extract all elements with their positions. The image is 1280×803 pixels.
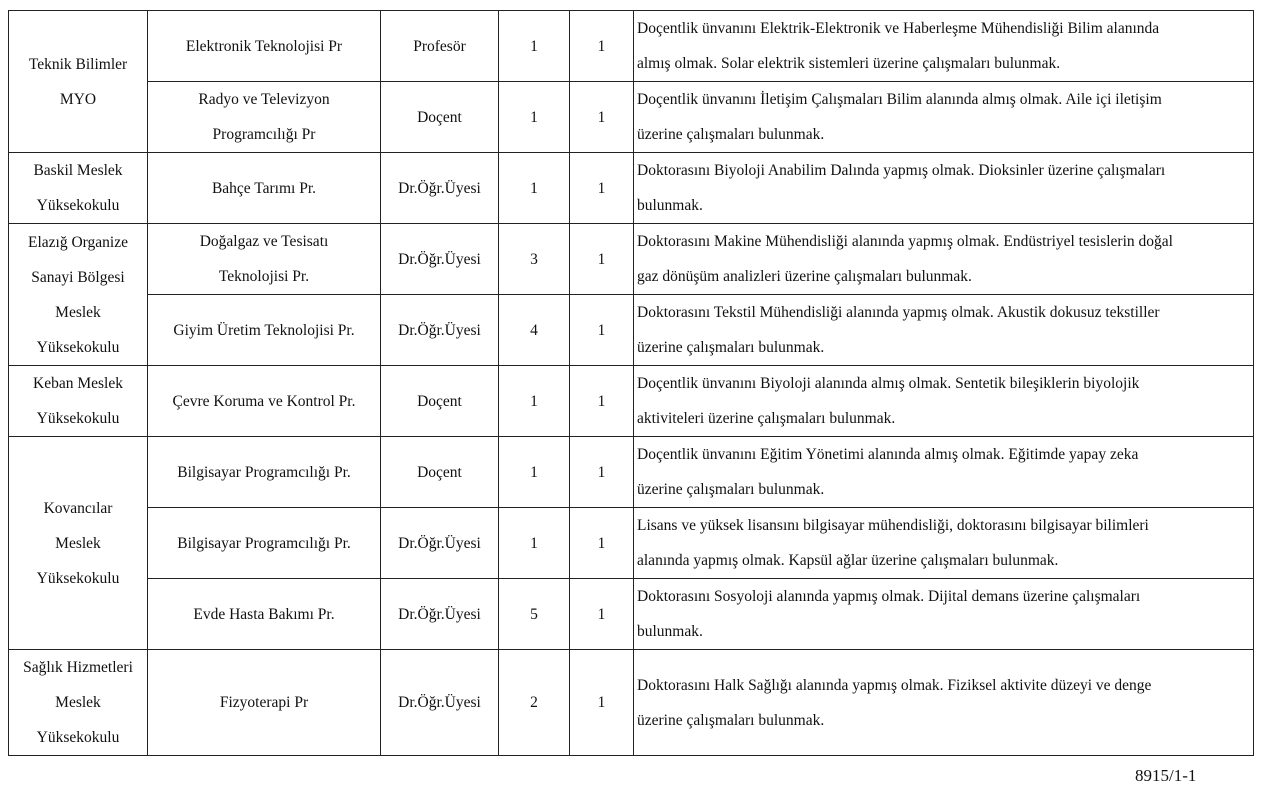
- title-cell: Doçent: [381, 366, 499, 437]
- unit-cell: Keban Meslek Yüksekokulu: [9, 366, 148, 437]
- program-cell: Giyim Üretim Teknolojisi Pr.: [148, 295, 381, 366]
- title-cell: Dr.Öğr.Üyesi: [381, 153, 499, 224]
- count-cell: 1: [499, 366, 570, 437]
- description-cell: Lisans ve yüksek lisansını bilgisayar mühendisliği, doktorasını bilgisayar bilimleri alanında yapmış olmak. Kapsül ağlar üzerine çalışmaları bulunmak.: [634, 508, 1254, 579]
- program-cell: Doğalgaz ve Tesisatı Teknolojisi Pr.: [148, 224, 381, 295]
- program-cell: Fizyoterapi Pr: [148, 650, 381, 756]
- table-row: [9, 437, 1254, 508]
- description-cell: Doçentlik ünvanını Eğitim Yönetimi alanında almış olmak. Eğitimde yapay zeka üzerine çalışmaları bulunmak.: [634, 437, 1254, 508]
- description-cell: Doçentlik ünvanını Biyoloji alanında almış olmak. Sentetik bileşiklerin biyolojik aktiviteleri üzerine çalışmaları bulunmak.: [634, 366, 1254, 437]
- program-cell: Çevre Koruma ve Kontrol Pr.: [148, 366, 381, 437]
- quota-cell: 1: [570, 579, 634, 650]
- table-row: [9, 11, 1254, 82]
- count-cell: 2: [499, 650, 570, 756]
- table-row: [9, 508, 1254, 579]
- description-cell: Doktorasını Sosyoloji alanında yapmış olmak. Dijital demans üzerine çalışmaları bulunmak.: [634, 579, 1254, 650]
- table-row: [9, 295, 1254, 366]
- quota-cell: 1: [570, 650, 634, 756]
- unit-cell: Baskil Meslek Yüksekokulu: [9, 153, 148, 224]
- quota-cell: 1: [570, 11, 634, 82]
- description-cell: Doktorasını Makine Mühendisliği alanında yapmış olmak. Endüstriyel tesislerin doğal gaz dönüşüm analizleri üzerine çalışmaları bulunmak.: [634, 224, 1254, 295]
- title-cell: Doçent: [381, 82, 499, 153]
- title-cell: Dr.Öğr.Üyesi: [381, 224, 499, 295]
- description-cell: Doktorasını Tekstil Mühendisliği alanında yapmış olmak. Akustik dokusuz tekstiller üzerine çalışmaları bulunmak.: [634, 295, 1254, 366]
- unit-cell: Sağlık Hizmetleri Meslek Yüksekokulu: [9, 650, 148, 756]
- program-cell: Evde Hasta Bakımı Pr.: [148, 579, 381, 650]
- count-cell: 1: [499, 437, 570, 508]
- unit-cell: Kovancılar Meslek Yüksekokulu: [9, 437, 148, 650]
- count-cell: 1: [499, 508, 570, 579]
- title-cell: Dr.Öğr.Üyesi: [381, 650, 499, 756]
- count-cell: 1: [499, 82, 570, 153]
- program-cell: Bahçe Tarımı Pr.: [148, 153, 381, 224]
- program-cell: Bilgisayar Programcılığı Pr.: [148, 508, 381, 579]
- quota-cell: 1: [570, 295, 634, 366]
- count-cell: 4: [499, 295, 570, 366]
- title-cell: Dr.Öğr.Üyesi: [381, 579, 499, 650]
- count-cell: 1: [499, 153, 570, 224]
- program-cell: Radyo ve Televizyon Programcılığı Pr: [148, 82, 381, 153]
- program-cell: Elektronik Teknolojisi Pr: [148, 11, 381, 82]
- quota-cell: 1: [570, 366, 634, 437]
- program-cell: Bilgisayar Programcılığı Pr.: [148, 437, 381, 508]
- description-cell: Doçentlik ünvanını İletişim Çalışmaları Bilim alanında almış olmak. Aile içi iletişim üzerine çalışmaları bulunmak.: [634, 82, 1254, 153]
- quota-cell: 1: [570, 437, 634, 508]
- quota-cell: 1: [570, 224, 634, 295]
- table-row: [9, 82, 1254, 153]
- unit-cell: Teknik Bilimler MYO: [9, 11, 148, 153]
- table-row: [9, 579, 1254, 650]
- table-row: [9, 650, 1254, 756]
- unit-cell: Elazığ Organize Sanayi Bölgesi Meslek Yüksekokulu: [9, 224, 148, 366]
- quota-cell: 1: [570, 82, 634, 153]
- page-number: 8915/1-1: [1135, 766, 1197, 785]
- quota-cell: 1: [570, 508, 634, 579]
- title-cell: Doçent: [381, 437, 499, 508]
- count-cell: 3: [499, 224, 570, 295]
- count-cell: 5: [499, 579, 570, 650]
- quota-cell: 1: [570, 153, 634, 224]
- table-row: [9, 224, 1254, 295]
- description-cell: Doktorasını Halk Sağlığı alanında yapmış olmak. Fiziksel aktivite düzeyi ve denge üzerine çalışmaları bulunmak.: [634, 650, 1254, 756]
- table-row: [9, 366, 1254, 437]
- description-cell: Doktorasını Biyoloji Anabilim Dalında yapmış olmak. Dioksinler üzerine çalışmaları bulunmak.: [634, 153, 1254, 224]
- title-cell: Profesör: [381, 11, 499, 82]
- title-cell: Dr.Öğr.Üyesi: [381, 508, 499, 579]
- table-row: [9, 153, 1254, 224]
- description-cell: Doçentlik ünvanını Elektrik-Elektronik ve Haberleşme Mühendisliği Bilim alanında almış olmak. Solar elektrik sistemleri üzerine çalışmaları bulunmak.: [634, 11, 1254, 82]
- title-cell: Dr.Öğr.Üyesi: [381, 295, 499, 366]
- staff-announcement-table: [8, 10, 1254, 756]
- count-cell: 1: [499, 11, 570, 82]
